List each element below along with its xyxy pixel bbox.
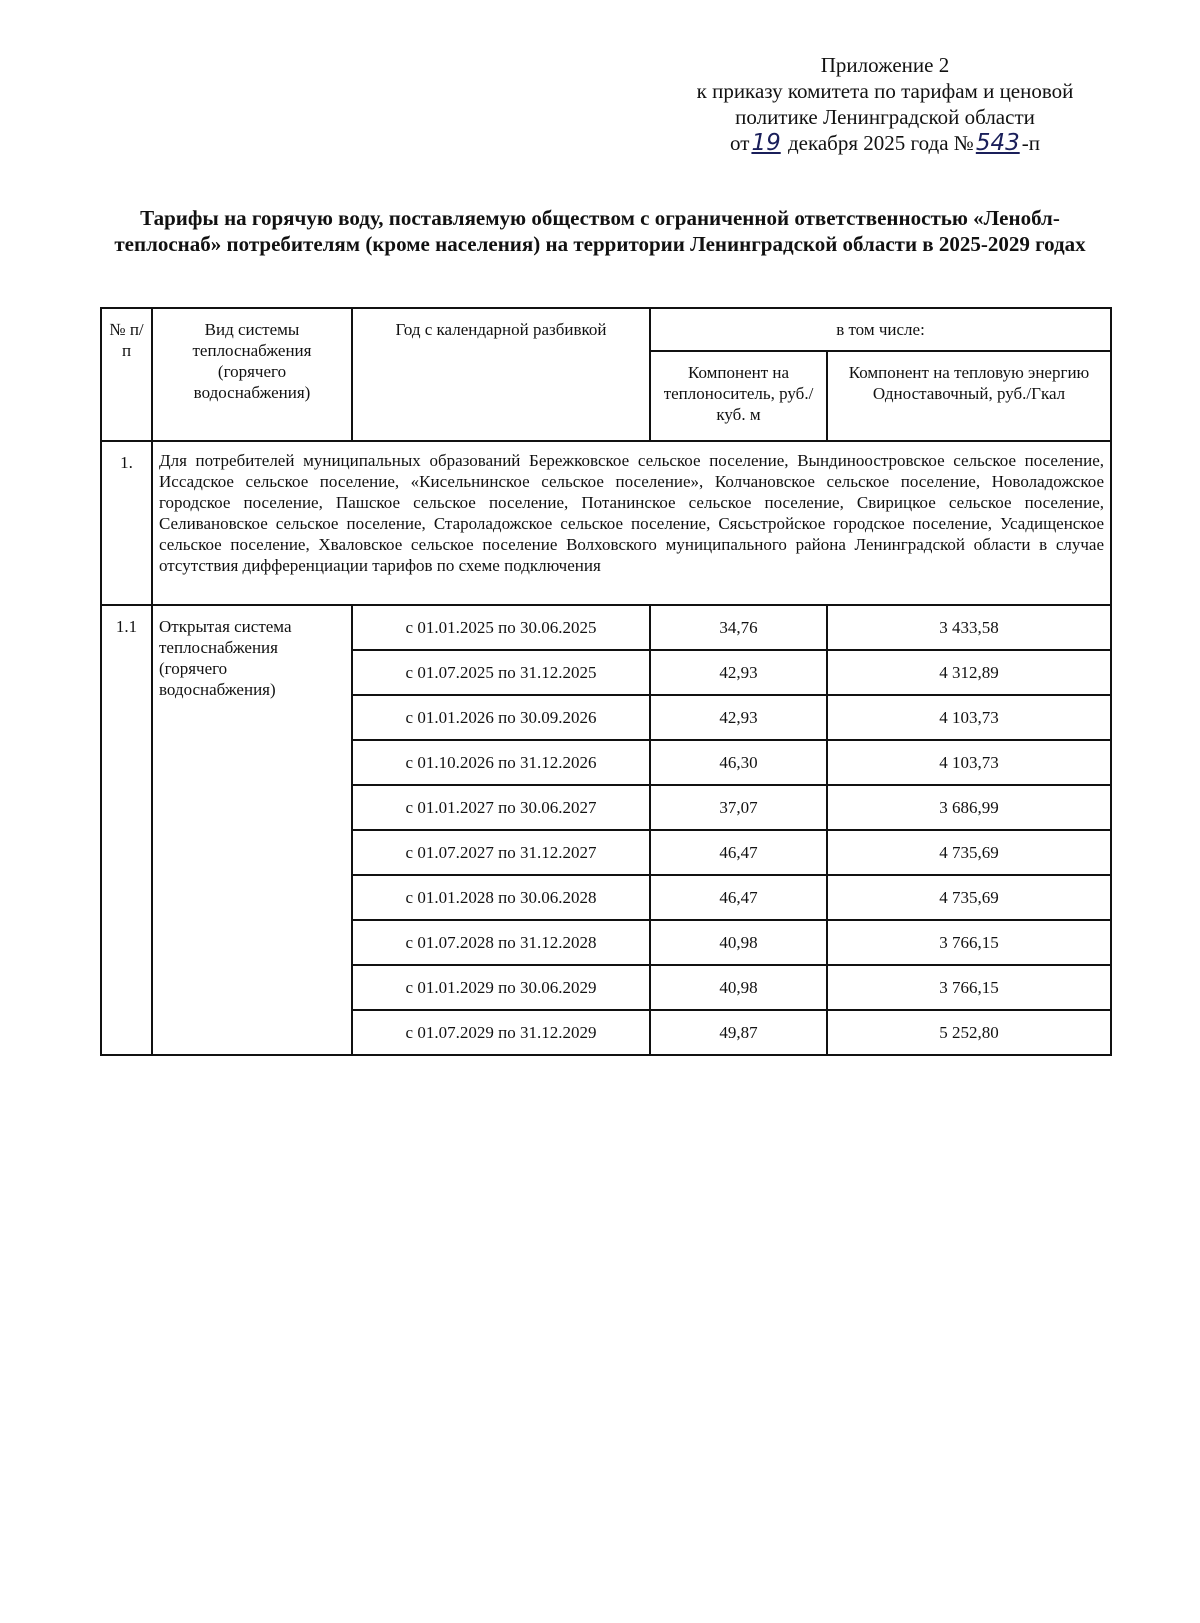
carrier-cell: 40,98 [650, 965, 827, 1010]
period-cell: с 01.07.2028 по 31.12.2028 [352, 920, 650, 965]
order-day-handwritten: 19 [751, 130, 781, 156]
header-period: Год с календарной разбивкой [352, 308, 650, 441]
header-carrier: Компонент на теплоноситель, руб./куб. м [650, 351, 827, 441]
energy-cell: 3 766,15 [827, 920, 1111, 965]
energy-cell: 5 252,80 [827, 1010, 1111, 1055]
carrier-cell: 37,07 [650, 785, 827, 830]
header-row-1 [101, 308, 1111, 351]
appendix-header [660, 52, 1110, 156]
group-row [101, 441, 1111, 605]
group-description: Для потребителей муниципальных образований Бережковское сельское поселение, Вындиноостровское сельское поселение, Иссадское сельское поселение, «Кисельнинское сельское поселение», Колчановское сельское поселение, Новоладожское городское поселение, Пашское сельское поселение, Потанинское сельское поселение, Свирицкое сельское поселение, Селивановское сельское поселение, Староладожское сельское поселение, Сясьстройское городское поселение, Усадищенское сельское поселение, Хваловское сельское поселение Волховского муниципального района Ленинградской области в случае отсутствия дифференциации тарифов по схеме подключения [152, 441, 1111, 605]
carrier-cell: 49,87 [650, 1010, 827, 1055]
carrier-cell: 42,93 [650, 650, 827, 695]
period-cell: с 01.01.2028 по 30.06.2028 [352, 875, 650, 920]
energy-cell: 3 433,58 [827, 605, 1111, 650]
order-middle: декабря 2025 года № [787, 131, 974, 155]
energy-cell: 4 103,73 [827, 695, 1111, 740]
order-date-line [660, 130, 1110, 156]
subgroup-num: 1.1 [101, 605, 152, 1055]
period-cell: с 01.07.2025 по 31.12.2025 [352, 650, 650, 695]
energy-cell: 4 735,69 [827, 830, 1111, 875]
period-cell: с 01.01.2025 по 30.06.2025 [352, 605, 650, 650]
carrier-cell: 34,76 [650, 605, 827, 650]
period-cell: с 01.01.2026 по 30.09.2026 [352, 695, 650, 740]
carrier-cell: 42,93 [650, 695, 827, 740]
carrier-cell: 46,47 [650, 830, 827, 875]
energy-cell: 4 103,73 [827, 740, 1111, 785]
period-cell: с 01.07.2029 по 31.12.2029 [352, 1010, 650, 1055]
tariff-table [100, 307, 1112, 1056]
carrier-cell: 46,47 [650, 875, 827, 920]
header-energy: Компонент на тепловую энергию Одноставочный, руб./Гкал [827, 351, 1111, 441]
carrier-cell: 40,98 [650, 920, 827, 965]
appendix-committee: политике Ленинградской области [735, 105, 1035, 129]
energy-cell: 3 766,15 [827, 965, 1111, 1010]
period-cell: с 01.10.2026 по 31.12.2026 [352, 740, 650, 785]
energy-cell: 3 686,99 [827, 785, 1111, 830]
group-num: 1. [101, 441, 152, 605]
energy-cell: 4 735,69 [827, 875, 1111, 920]
appendix-title: Приложение 2 [820, 53, 950, 77]
document-title: Тарифы на горячую воду, поставляемую обществом с ограниченной ответственностью «Леноблтеплоснаб» потребителям (кроме населения) на территории Ленинградской области в 2025-2029 годах [114, 206, 1086, 256]
subgroup-system-type: Открытая система теплоснабжения (горячего водоснабжения) [152, 605, 352, 1055]
period-cell: с 01.01.2029 по 30.06.2029 [352, 965, 650, 1010]
appendix-order-ref: к приказу комитета по тарифам и ценовой [696, 79, 1074, 103]
order-suffix: -п [1021, 131, 1040, 155]
order-number-handwritten: 543 [975, 130, 1020, 156]
order-prefix: от [730, 131, 750, 155]
energy-cell: 4 312,89 [827, 650, 1111, 695]
header-including: в том числе: [650, 308, 1111, 351]
table-row [101, 605, 1111, 650]
period-cell: с 01.01.2027 по 30.06.2027 [352, 785, 650, 830]
period-cell: с 01.07.2027 по 31.12.2027 [352, 830, 650, 875]
header-system-type: Вид системы теплоснабжения (горячего водоснабжения) [152, 308, 352, 441]
header-num: № п/п [101, 308, 152, 441]
carrier-cell: 46,30 [650, 740, 827, 785]
